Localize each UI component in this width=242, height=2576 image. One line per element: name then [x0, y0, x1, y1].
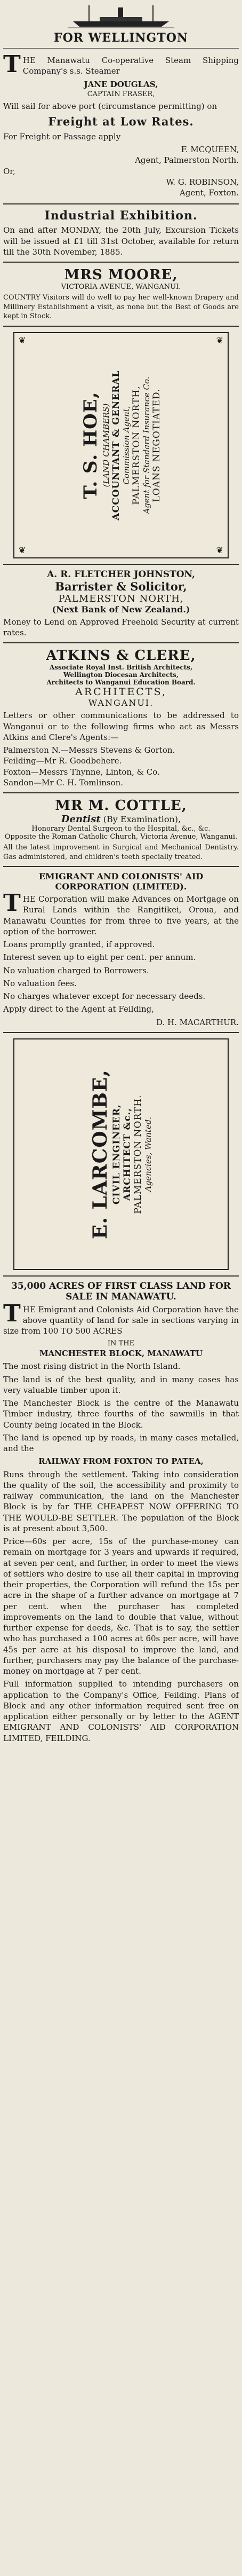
atkins-agent-3: Foxton—Messrs Thynne, Linton, & Co. [3, 767, 160, 777]
land-p3: The Manchester Block is the centre of the Manawatu Timber industry, three fourths of the sawmills in that County being located in the Block. [3, 1398, 239, 1430]
emigrant-body: HE Corporation will make Advances on Mortgage on Rural Lands within the Rangitikei, Oroua, and Manawatu Counties for from three to five years, at the option of the borrower. [3, 894, 239, 936]
moore-heading: MRS MOORE, [64, 267, 178, 283]
steamship-icon [68, 3, 174, 29]
johnston-title: Barrister & Solicitor, [55, 579, 187, 593]
agent-1-location: Agent, Palmerston North. [135, 155, 239, 166]
atkins-label: ARCHITECTS, [75, 686, 167, 698]
johnston-bank: (Next Bank of New Zealand.) [52, 604, 190, 615]
freight-apply: For Freight or Passage apply [3, 131, 121, 141]
emigrant-line-5: No charges whatever except for necessary deeds. [3, 991, 206, 1002]
johnston-name: A. R. FLETCHER JOHNSTON, [47, 569, 195, 580]
land-block: MANCHESTER BLOCK, MANAWATU [39, 1349, 203, 1359]
agent-1-name: F. MCQUEEN, [181, 145, 239, 155]
emigrant-signature: D. H. MACARTHUR. [156, 1017, 239, 1027]
atkins-agent-2: Feilding—Mr R. Goodbehere. [3, 756, 122, 766]
hoe-ad-text [80, 370, 162, 520]
atkins-sub-2: Wellington Diocesan Architects, [63, 671, 179, 679]
hoe-ad-box [13, 332, 229, 558]
hoe-line-4: PALMERSTON NORTH, [131, 385, 142, 505]
atkins-agent-4: Sandon—Mr C. H. Tomlinson. [3, 777, 124, 787]
or-label: Or, [3, 166, 15, 176]
land-heading: 35,000 ACRES OF FIRST CLASS LAND FOR SALE IN MANAWATU. [11, 1280, 231, 1302]
moore-body: COUNTRY Visitors will do well to pay her well-known Drapery and Millinery Establishment a visit, as none but the Best of Goods are kept in Stock. [3, 294, 239, 321]
drop-cap: T [3, 1304, 21, 1327]
hoe-line-5: Agent for Standard Insurance Co. [142, 376, 151, 514]
hoe-line-2: ACCOUNTANT & GENERAL [111, 370, 122, 521]
atkins-heading: ATKINS & CLERE, [46, 648, 196, 664]
ship-name: JANE DOUGLAS, [84, 79, 158, 89]
emigrant-line-3: No valuation charged to Borrowers. [3, 965, 149, 975]
newspaper-column [0, 3, 242, 2576]
drop-cap: T [3, 55, 21, 77]
land-p2: The land is of the best quality, and in many cases has very valuable timber upon it. [3, 1374, 239, 1395]
land-railway: RAILWAY FROM FOXTON TO PATEA, [38, 1456, 204, 1467]
cottle-latest: All the latest improvement in Surgical and Mechanical Dentistry. Gas administered, and children's teeth specially treated. [3, 844, 239, 861]
exhibition-heading: Industrial Exhibition. [44, 209, 198, 223]
land-p6: Price—60s per acre, 15s of the purchase-money can remain on mortgage for 3 years and upwards if required, at seven per cent, and further, in order to meet the views of settlers who desire to use all their capital in improving their properties, the Corporation will refund the 15s per acre in the shape of a further advance on mortgage at 7 per cent. when the purchaser has completed improvements on the land to double that value, without further expense for deeds, &c. That is to say, the settler who has purchased a 100 acres at 60s per acre, will have 45s per acre at his disposal to improve the land, and further, purchasers may pay the balance of the purchase-money on mortgage at 7 per cent. [3, 1537, 239, 1676]
atkins-body: Letters or other communications to be addressed to Wanganui or to the following firms who act as Messrs Atkins and Clere's Agents:— [3, 711, 239, 742]
larcombe-name: E. LARCOMBE, [89, 1069, 111, 1239]
johnston-town: PALMERSTON NORTH, [58, 593, 184, 604]
johnston-money: Money to Lend on Approved Freehold Security at current rates. [3, 617, 239, 638]
wellington-heading: FOR WELLINGTON [54, 31, 188, 45]
cottle-title: Dentist [61, 814, 101, 825]
moore-address: VICTORIA AVENUE, WANGANUI. [61, 283, 181, 292]
larcombe-line-2: ARCHITECT &c., [122, 1107, 133, 1201]
land-p5: Runs through the settlement. Taking into consideration the quality of the soil, the accessibility and proximity to railway communication, the land on the Manchester Block is by far THE CHEAPEST NOW OFFERING TO THE WOULD-BE SETTLER. The population of the Block is at present about 3,500. [3, 1469, 239, 1533]
freight-heading: Freight at Low Rates. [48, 114, 194, 128]
hoe-line-3: Commission Agent, [122, 406, 131, 485]
emigrant-apply: Apply direct to the Agent at Feilding, [3, 1004, 154, 1014]
cottle-exam: (By Examination), [103, 814, 181, 825]
hoe-line-1: (LAND CHAMBERS) [101, 403, 111, 487]
land-p1: The most rising district in the North Island. [3, 1361, 181, 1372]
exhibition-body: On and after MONDAY, the 20th July, Excursion Tickets will be issued at £1 till 31st October, available for return till the 30th November, 1885. [3, 225, 239, 257]
wellington-ad [3, 52, 239, 199]
ornament-icon: ❦ [19, 545, 26, 555]
ornament-icon: ❦ [216, 335, 223, 345]
land-p7: Full information supplied to intending purchasers on application to the Company's Office, Feilding. Plans of Block and any other information required sent free on application either personally or by letter to the AGENT EMIGRANT AND COLONISTS' AID CORPORATION LIMITED, FEILDING. [3, 1679, 239, 1743]
atkins-sub-1: Associate Royal Inst. British Architects, [49, 664, 193, 672]
cottle-hon: Honorary Dental Surgeon to the Hospital, &c., &c. [31, 825, 211, 833]
land-p4: The land is opened up by roads, in many cases metalled, and the [3, 1432, 239, 1454]
emigrant-line-2: Interest seven up to eight per cent. per annum. [3, 952, 196, 963]
cottle-opposite: Opposite the Roman Catholic Church, Victoria Avenue, Wanganui. [4, 833, 238, 841]
wellington-body: HE Manawatu Co-operative Steam Shipping Company's s.s. Steamer [22, 56, 239, 76]
atkins-agent-1: Palmerston N.—Messrs Stevens & Gorton. [3, 745, 175, 755]
land-in-the: IN THE [107, 1339, 135, 1348]
emigrant-line-1: Loans promptly granted, if approved. [3, 940, 155, 950]
cottle-heading: MR M. COTTLE, [55, 798, 187, 814]
larcombe-line-1: CIVIL ENGINEER, [111, 1104, 122, 1204]
larcombe-line-4: Agencies, Wanted. [143, 1116, 153, 1192]
atkins-town: WANGANUI. [88, 698, 154, 708]
agent-2-location: Agent, Foxton. [179, 188, 239, 198]
captain-name: CAPTAIN FRASER, [87, 90, 155, 98]
agent-2-name: W. G. ROBINSON, [166, 177, 239, 187]
ornament-icon: ❦ [216, 545, 223, 555]
sail-notice: Will sail for above port (circumstance permitting) on [3, 101, 217, 112]
hoe-line-6: LOANS NEGOTIATED. [151, 388, 162, 502]
land-intro: HE Emigrant and Colonists Aid Corporation have the above quantity of land for sale in sections varying in size from 100 TO 500 ACRES [3, 1304, 239, 1336]
drop-cap: T [3, 894, 21, 917]
ornament-icon: ❦ [19, 335, 26, 345]
larcombe-ad-box [13, 1038, 229, 1270]
emigrant-line-4: No valuation fees. [3, 978, 77, 988]
larcombe-ad-text [89, 1069, 153, 1239]
emigrant-heading: EMIGRANT AND COLONISTS' AID CORPORATION (LIMITED). [38, 871, 204, 892]
hoe-name: T. S. HOE, [80, 391, 101, 499]
atkins-sub-3: Architects to Wanganui Education Board. [46, 679, 196, 687]
larcombe-line-3: PALMERSTON NORTH. [133, 1094, 143, 1214]
